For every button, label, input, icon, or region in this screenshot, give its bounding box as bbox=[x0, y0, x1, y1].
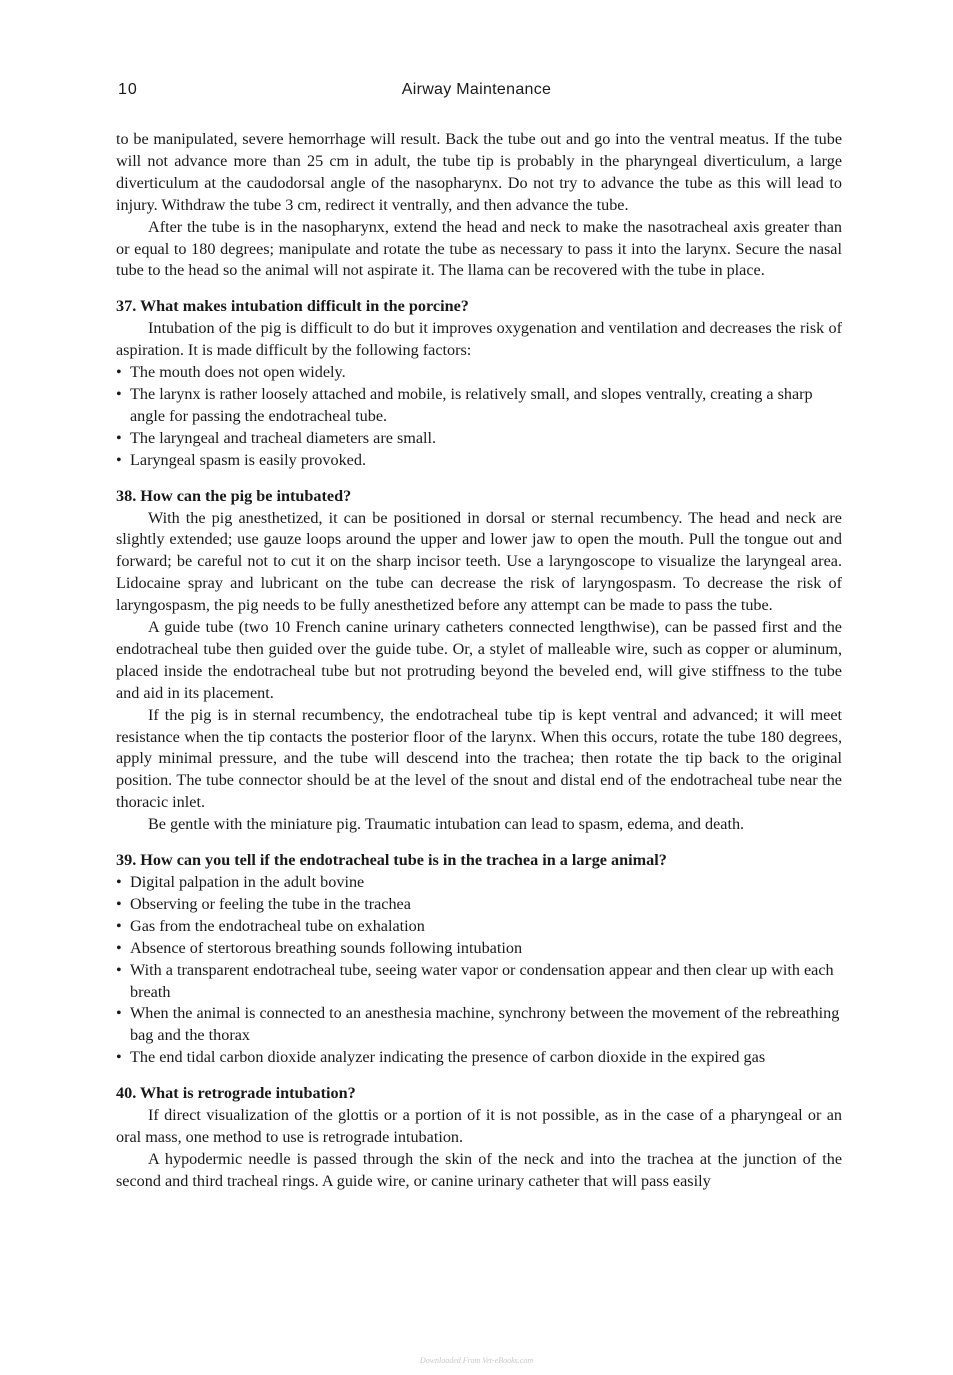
page-body bbox=[116, 129, 842, 1193]
list-item: • The mouth does not open widely. bbox=[116, 362, 842, 384]
list-item: • When the animal is connected to an anesthesia machine, synchrony between the movement of the rebreathing bag and the thorax bbox=[116, 1003, 842, 1047]
list-item: • The laryngeal and tracheal diameters are small. bbox=[116, 428, 842, 450]
body-paragraph: If the pig is in sternal recumbency, the endotracheal tube tip is kept ventral and advanced; it will meet resistance when the tip contacts the posterior floor of the larynx. When this occurs, rotate the tube 180 degrees, apply minimal pressure, and the tube will descend into the trachea; then rotate the tip back to the original position. The tube connector should be at the level of the snout and distal end of the endotracheal tube near the thoracic inlet. bbox=[116, 705, 842, 812]
intro-section bbox=[116, 129, 842, 282]
list-item: • With a transparent endotracheal tube, seeing water vapor or condensation appear and then clear up with each breath bbox=[116, 960, 842, 1004]
body-paragraph: Be gentle with the miniature pig. Traumatic intubation can lead to spasm, edema, and death. bbox=[148, 815, 745, 834]
body-paragraph: A guide tube (two 10 French canine urinary catheters connected lengthwise), can be passed first and the endotracheal tube then guided over the guide tube. Or, a stylet of malleable wire, such as copper or aluminum, placed inside the endotracheal tube but not protruding beyond the beveled end, will give stiffness to the tube and aid in its placement. bbox=[116, 618, 842, 702]
list-item: • Absence of stertorous breathing sounds following intubation bbox=[116, 938, 842, 960]
list-item: • Digital palpation in the adult bovine bbox=[116, 872, 842, 894]
question-heading: 40. What is retrograde intubation? bbox=[116, 1084, 356, 1103]
page-number: 10 bbox=[118, 81, 138, 98]
list-item: • Gas from the endotracheal tube on exhalation bbox=[116, 916, 842, 938]
body-paragraph: to be manipulated, severe hemorrhage will result. Back the tube out and go into the ventral meatus. If the tube will not advance more than 25 cm in adult, the tube tip is probably in the pharyngeal diverticulum, a large diverticulum at the caudodorsal angle of the nasopharynx. Do not try to advance the tube as this will lead to injury. Withdraw the tube 3 cm, redirect it ventrally, and then advance the tube. bbox=[116, 130, 842, 214]
body-paragraph: Intubation of the pig is difficult to do but it improves oxygenation and ventilation and decreases the risk of aspiration. It is made difficult by the following factors: bbox=[116, 319, 842, 360]
question-38-section bbox=[116, 486, 842, 837]
running-title: Airway Maintenance bbox=[401, 81, 552, 98]
bullet-list bbox=[116, 362, 842, 472]
question-heading: 38. How can the pig be intubated? bbox=[116, 486, 352, 505]
list-item: • Observing or feeling the tube in the trachea bbox=[116, 894, 842, 916]
download-watermark: Downloaded From Vet-eBooks.com bbox=[419, 1356, 534, 1365]
body-paragraph: If direct visualization of the glottis or a portion of it is not possible, as in the case of a pharyngeal or an oral mass, one method to use is retrograde intubation. bbox=[116, 1106, 842, 1146]
question-heading: 37. What makes intubation difficult in the porcine? bbox=[116, 297, 469, 316]
question-heading: 39. How can you tell if the endotracheal tube is in the trachea in a large animal? bbox=[116, 851, 667, 870]
list-item: • Laryngeal spasm is easily provoked. bbox=[116, 450, 842, 472]
question-39-section bbox=[116, 850, 842, 1069]
body-paragraph: After the tube is in the nasopharynx, extend the head and neck to make the nasotracheal axis greater than or equal to 180 degrees; manipulate and rotate the tube as necessary to pass it into the larynx. Secure the nasal tube to the head so the animal will not aspirate it. The llama can be recovered with the tube in place. bbox=[116, 217, 842, 280]
bullet-list bbox=[116, 872, 842, 1069]
list-item: • The larynx is rather loosely attached and mobile, is relatively small, and slopes ventrally, creating a sharp angle for passing the endotracheal tube. bbox=[116, 384, 842, 428]
body-paragraph: With the pig anesthetized, it can be positioned in dorsal or sternal recumbency. The head and neck are slightly extended; use gauze loops around the upper and lower jaw to open the mouth. Pull the tongue out and forward; be careful not to cut it on the sharp incisor teeth. Use a laryngoscope to visualize the laryngeal area. Lidocaine spray and lubricant on the tube can decrease the risk of laryngospasm. To decrease the risk of laryngospasm, the pig needs to be fully anesthetized before any attempt can be made to pass the tube. bbox=[116, 508, 842, 615]
question-37-section bbox=[116, 296, 842, 471]
question-40-section bbox=[116, 1083, 842, 1193]
body-paragraph: A hypodermic needle is passed through the skin of the neck and into the trachea at the junction of the second and third tracheal rings. A guide wire, or canine urinary catheter that will pass easily bbox=[116, 1149, 842, 1190]
list-item: • The end tidal carbon dioxide analyzer indicating the presence of carbon dioxide in the expired gas bbox=[116, 1047, 842, 1069]
